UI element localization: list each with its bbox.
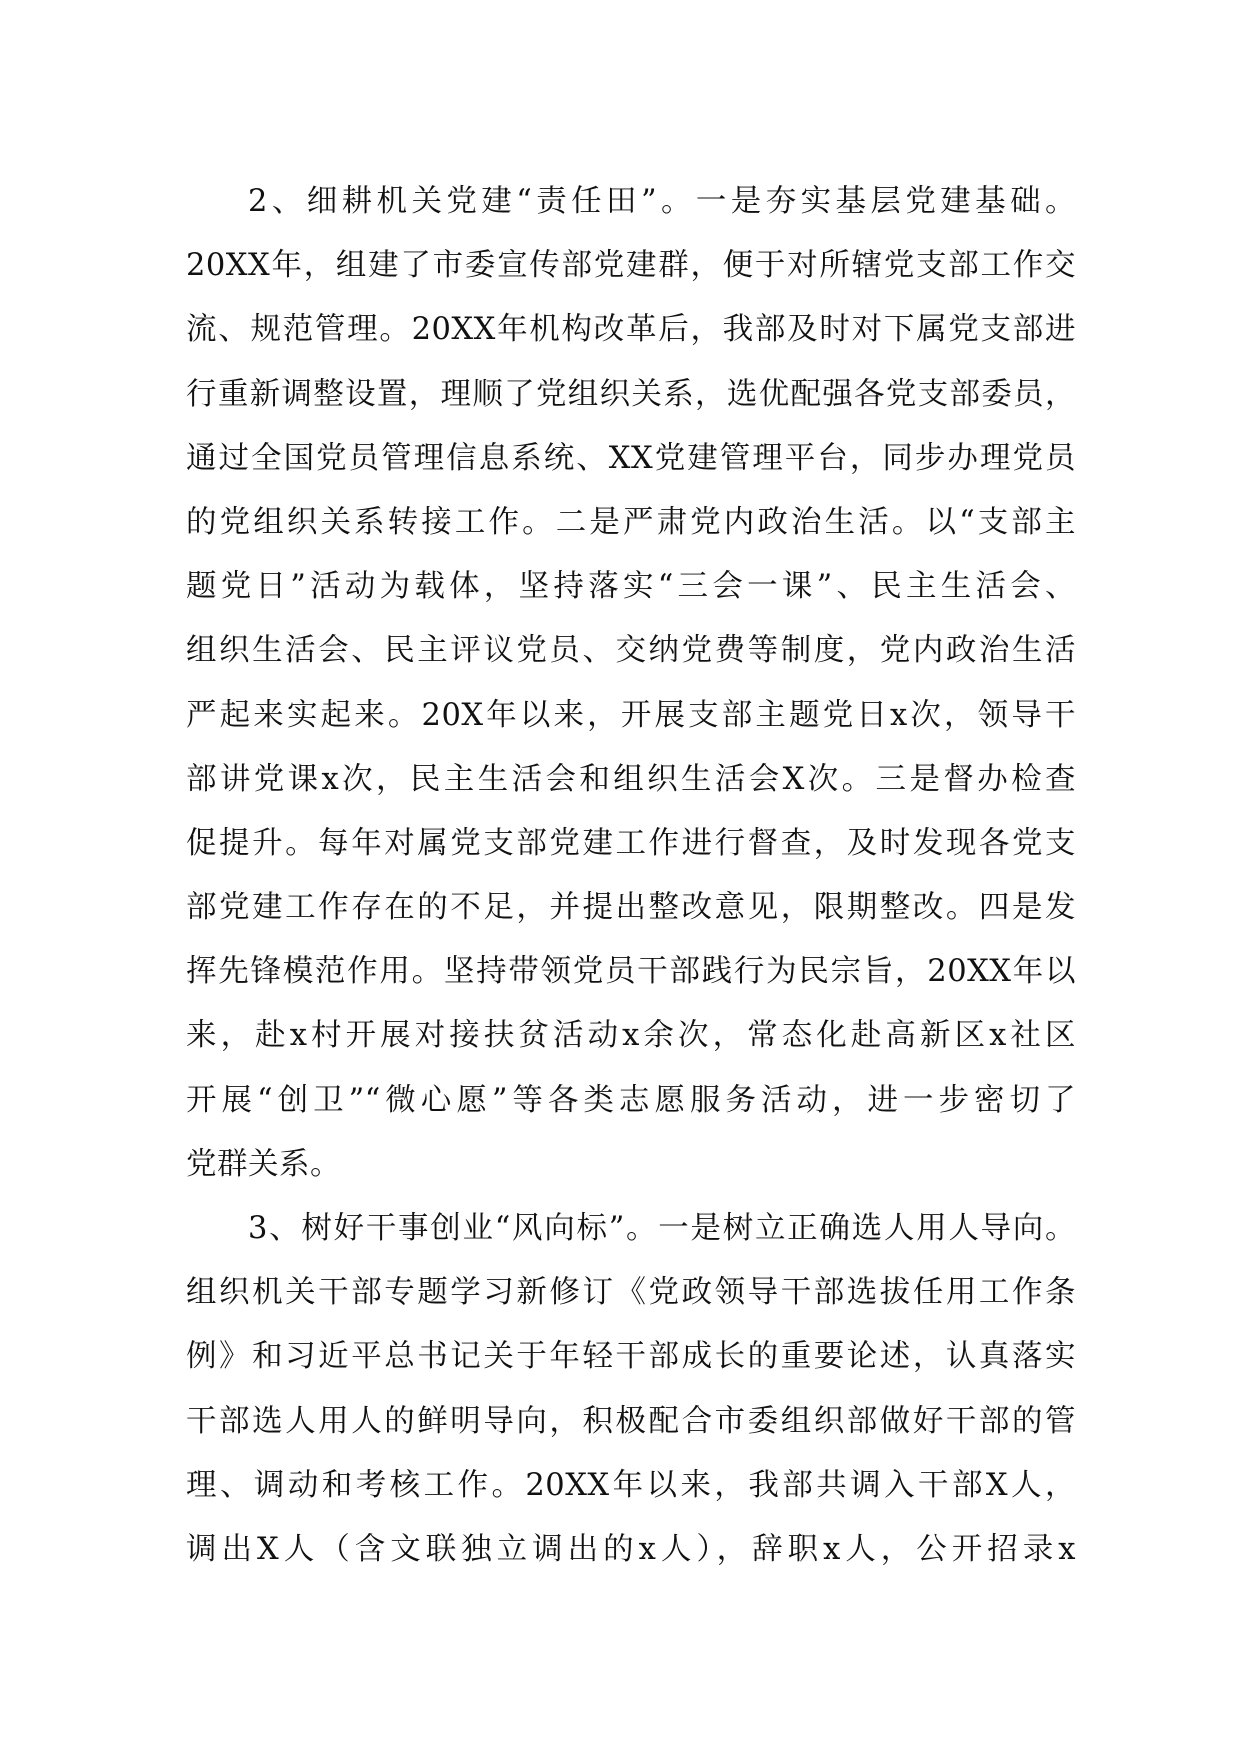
text-line: 促提升。每年对属党支部党建工作进行督查，及时发现各党支: [186, 825, 1076, 861]
text-line: 组织生活会、民主评议党员、交纳党费等制度，党内政治生活: [186, 633, 1076, 669]
paragraph-2: [186, 170, 1076, 1197]
text-line: 开展“创卫”“微心愿”等各类志愿服务活动，进一步密切了: [186, 1082, 1076, 1118]
text-line: 3、树好干事创业“风向标”。一是树立正确选人用人导向。: [248, 1211, 1076, 1246]
text-line: 流、规范管理。20XX年机构改革后，我部及时对下属党支部进: [186, 312, 1076, 348]
paragraph-3: [186, 1197, 1076, 1582]
text-line: 党群关系。: [186, 1146, 341, 1182]
text-line: 通过全国党员管理信息系统、XX党建管理平台，同步办理党员: [186, 440, 1076, 476]
text-line: 调出X人（含文联独立调出的x人），辞职x人，公开招录x: [186, 1531, 1076, 1567]
text-line: 来，赴x村开展对接扶贫活动x余次，常态化赴高新区x社区: [186, 1018, 1076, 1054]
text-line: 部党建工作存在的不足，并提出整改意见，限期整改。四是发: [186, 890, 1076, 926]
text-line: 行重新调整设置，理顺了党组织关系，选优配强各党支部委员，: [186, 376, 1076, 412]
text-line: 20XX年，组建了市委宣传部党建群，便于对所辖党支部工作交: [186, 248, 1076, 284]
text-line: 干部选人用人的鲜明导向，积极配合市委组织部做好干部的管: [186, 1403, 1076, 1439]
text-line: 理、调动和考核工作。20XX年以来，我部共调入干部X人，: [186, 1467, 1076, 1503]
text-line: 2、细耕机关党建“责任田”。一是夯实基层党建基础。: [248, 184, 1076, 219]
text-line: 例》和习近平总书记关于年轻干部成长的重要论述，认真落实: [186, 1339, 1076, 1375]
document-body: [186, 170, 1076, 1582]
text-line: 题党日”活动为载体，坚持落实“三会一课”、民主生活会、: [186, 569, 1076, 605]
text-line: 组织机关干部专题学习新修订《党政领导干部选拔任用工作条: [186, 1275, 1076, 1311]
text-line: 的党组织关系转接工作。二是严肃党内政治生活。以“支部主: [186, 504, 1076, 540]
text-line: 挥先锋模范作用。坚持带领党员干部践行为民宗旨，20XX年以: [186, 954, 1076, 990]
text-line: 严起来实起来。20X年以来，开展支部主题党日x次，领导干: [186, 697, 1076, 733]
text-line: 部讲党课x次，民主生活会和组织生活会X次。三是督办检查: [186, 761, 1076, 797]
